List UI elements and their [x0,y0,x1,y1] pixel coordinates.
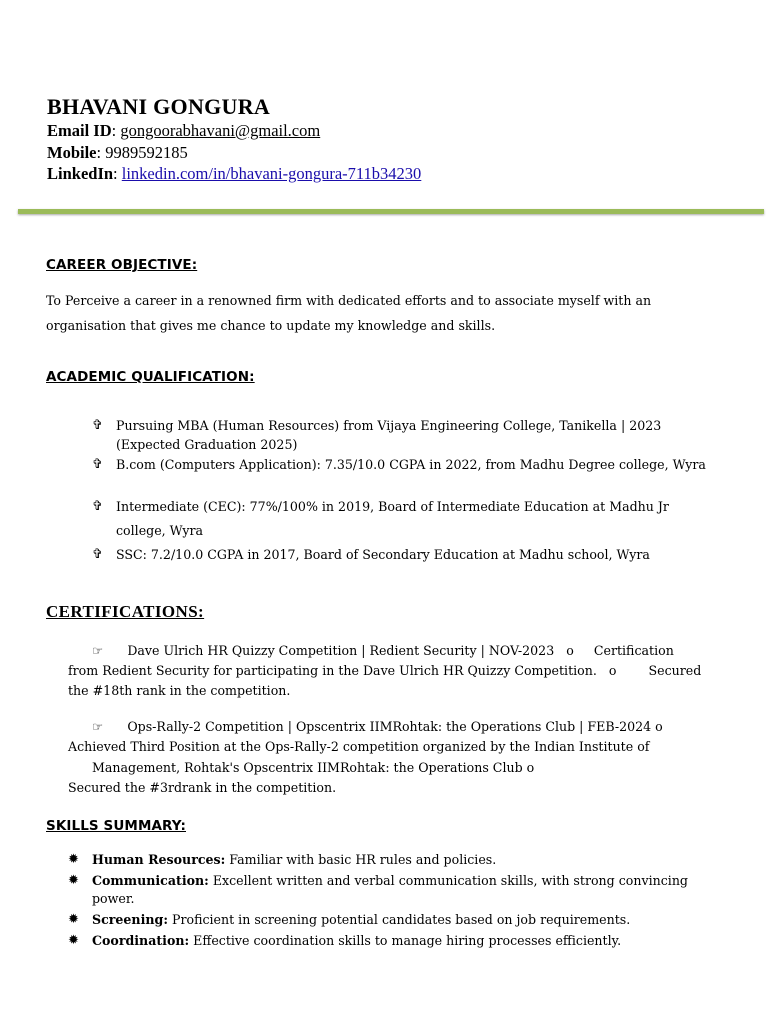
certification-2-detail: Achieved Third Position at the Ops-Rally-2 competition organized by the Indian Institute of [68,739,650,754]
pointing-hand-icon: ☞ [92,643,104,658]
academic-item-text: Pursuing MBA (Human Resources) from Vijaya Engineering College, Tanikella | 2023 (Expected Graduation 2025) [116,418,662,452]
star-burst-icon: ✹ [68,912,79,927]
skill-label: Communication: [92,873,209,888]
academic-item [92,545,702,565]
career-objective-text [46,288,726,338]
certification-1-title-line [92,641,674,661]
certification-1-rank: the #18th rank in the competition. [68,683,291,698]
sub-bullet-marker: o [566,643,574,658]
star-burst-icon: ✹ [68,933,79,948]
skill-item [68,932,728,952]
candidate-name: BHAVANI GONGURA [47,94,271,119]
certifications-heading: CERTIFICATIONS: [46,602,205,621]
academic-item [92,416,702,456]
cross-bullet-icon: ✞ [92,457,103,472]
linkedin-line: LinkedIn: linkedin.com/in/bhavani-gongura-711b34230 [47,164,422,183]
certification-2-detail-cont-line [92,758,534,778]
academic-item-text: B.com (Computers Application): 7.35/10.0 CGPA in 2022, from Madhu Degree college, Wyra [116,457,706,472]
sub-bullet-marker: o [608,663,617,678]
skill-item [68,851,728,871]
mobile-number: 9989592185 [105,143,188,162]
certification-2-title-line [92,717,663,737]
career-objective-line-2: organisation that gives me chance to update my knowledge and skills. [46,318,496,333]
cross-bullet-icon: ✞ [92,499,103,514]
skills-summary-heading: SKILLS SUMMARY: [46,818,186,834]
skill-item [68,872,728,910]
mobile-line: Mobile: 9989592185 [47,143,188,162]
mobile-label: Mobile [47,143,97,162]
skill-label: Human Resources: [92,852,226,867]
skill-description: Effective coordination skills to manage hiring processes efficiently. [189,933,622,948]
certification-1-detail: from Redient Security for participating in the Dave Ulrich HR Quizzy Competition. [68,663,597,678]
academic-item [92,455,706,495]
star-burst-icon: ✹ [68,852,79,867]
career-objective-heading: CAREER OBJECTIVE: [46,257,198,273]
certification-2-title: Ops-Rally-2 Competition | Opscentrix IIMRohtak: the Operations Club | FEB-2024 [127,719,652,734]
certification-1-detail-start: Certification [593,643,674,658]
pointing-hand-icon: ☞ [92,719,104,734]
academic-qualification-heading: ACADEMIC QUALIFICATION: [46,369,255,385]
certification-1-rank-start: Secured [648,663,702,678]
certification-2-detail-cont: Management, Rohtak's Opscentrix IIMRohtak: the Operations Club [92,760,523,775]
cross-bullet-icon: ✞ [92,547,103,562]
email-line: Email ID: gongoorabhavani@gmail.com [47,121,321,140]
certification-1-detail-line [68,661,701,681]
sub-bullet-marker: o [526,760,535,775]
academic-item-text: Intermediate (CEC): 77%/100% in 2019, Board of Intermediate Education at Madhu Jr college, Wyra [116,499,669,538]
skill-description: Excellent written and verbal communication skills, with strong convincing power. [92,873,688,906]
skill-description: Proficient in screening potential candidates based on job requirements. [167,912,631,927]
linkedin-label: LinkedIn [47,164,114,183]
academic-item [92,495,702,543]
email-label: Email ID [47,121,112,140]
star-burst-icon: ✹ [68,873,79,888]
header-divider [18,209,764,214]
email-link[interactable]: gongoorabhavani@gmail.com [120,121,321,140]
certification-2-rank: Secured the #3rdrank in the competition. [68,780,337,795]
skill-label: Screening: [92,912,168,927]
cross-bullet-icon: ✞ [92,418,103,433]
skill-description: Familiar with basic HR rules and policies. [225,852,497,867]
career-objective-line-1: To Perceive a career in a renowned firm with dedicated efforts and to associate myself with an [46,293,652,308]
skill-label: Coordination: [92,933,190,948]
linkedin-link[interactable]: linkedin.com/in/bhavani-gongura-711b34230 [121,164,422,183]
certification-1-title: Dave Ulrich HR Quizzy Competition | Redient Security | NOV-2023 [127,643,555,658]
skill-item [68,911,728,931]
sub-bullet-marker: o [655,719,663,734]
academic-item-text: SSC: 7.2/10.0 CGPA in 2017, Board of Secondary Education at Madhu school, Wyra [116,547,650,562]
